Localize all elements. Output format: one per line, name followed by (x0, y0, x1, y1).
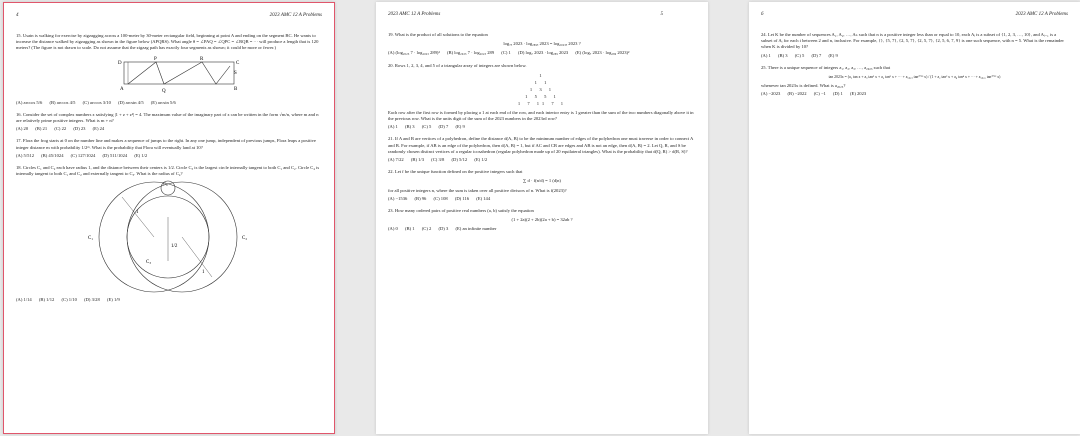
choice-a: (A) 5/512 (16, 152, 34, 158)
page-4[interactable] (3, 2, 335, 434)
choice-b: (B) 21 (35, 126, 48, 132)
choice-d: (D) 5/12 (451, 157, 468, 163)
problem-15 (16, 33, 322, 106)
problem-24 (761, 32, 1068, 59)
equation: log₇ₓ 2023 · log₂₈₉ₓ 2023 = log₂₀₂₃ₓ 2023 ? (503, 41, 581, 47)
answer-choices (388, 196, 696, 202)
page-number: 4 (16, 13, 19, 18)
choice-e: (E) 144 (476, 195, 491, 201)
choice-a: (A) −1536 (388, 195, 408, 201)
problem-text-continued: Each row after the first row is formed by placing a 1 at each end of the row, and each interior entry is 1 greater than the sum of the two numbers diagonally above it in the previous row. What is the units digit of the sum of the 2023 numbers in the 2023rd row? (388, 109, 694, 122)
array-row: 1 3 1 (529, 86, 555, 92)
choice-c: (C) 108 (433, 195, 448, 201)
problem-text: 25. There is a unique sequence of integers a₁, a₂, a₃, …, a₂₀₂₃ such that (761, 64, 891, 70)
page-header-title: 2023 AMC 12 A Problems (388, 12, 441, 17)
fig18-label-half: 1/2 (171, 244, 178, 250)
answer-choices (388, 226, 696, 232)
problem-text: 23. How many ordered pairs of positive real numbers (a, b) satisfy the equation (388, 208, 534, 214)
fig18-label-c1: C₁ (88, 236, 94, 242)
triangular-array (388, 72, 696, 107)
problem-25 (761, 65, 1068, 98)
choice-c: (C) 127/1024 (70, 152, 96, 158)
choice-c: (C) 22 (54, 126, 67, 132)
circles-figure (16, 177, 324, 295)
choice-c: (C) −1 (813, 91, 826, 97)
page-6[interactable] (749, 2, 1080, 434)
problem-20 (388, 63, 696, 131)
fig15-label-a: A (120, 86, 124, 92)
array-row: 1 (539, 72, 545, 78)
choice-c: (C) 5 (794, 52, 805, 58)
problem-18 (16, 165, 322, 304)
problem-text: 22. Let f be the unique function defined on the positive integers such that (388, 169, 523, 175)
choice-e: (E) 9 (828, 52, 838, 58)
equation: ∑ d · f(n/d) = 1 (d|n) (523, 178, 561, 184)
page-5[interactable] (376, 2, 708, 434)
answer-choices (761, 53, 1068, 59)
choice-a: (A) 20 (16, 126, 29, 132)
choice-b: (B) log₂₀₂₃ 7 · log₂₀₂₃ 289 (446, 50, 495, 56)
problem-16 (16, 112, 322, 133)
problem-text-continued: for all positive integers n, where the sum is taken over all positive divisors of n. What is f(2023)? (388, 187, 567, 193)
choice-e: (E) 2023 (850, 91, 867, 97)
problem-text: 19. What is the product of all solutions to the equation (388, 32, 488, 37)
choice-a: (A) 7/22 (388, 157, 404, 163)
choice-d: (D) 23 (73, 126, 86, 132)
problem-22 (388, 169, 696, 202)
answer-choices (388, 157, 696, 163)
answer-choices (388, 124, 696, 130)
page-header (749, 12, 1080, 22)
choice-b: (B) 1/12 (38, 297, 55, 303)
answer-choices (16, 297, 322, 303)
choice-e: (E) 9 (455, 124, 465, 130)
page-header-title: 2023 AMC 12 A Problems (269, 13, 322, 18)
choice-a: (A) 1 (761, 52, 771, 58)
choice-d: (D) log₇ 2023 · log₂₈₉ 2023 (518, 50, 569, 56)
choice-e: (E) (log₇ 2023 · log₂₈₉ 2023)² (575, 50, 630, 56)
problem-text: 20. Rows 1, 2, 3, 4, and 5 of a triangular array of integers are shown below. (388, 62, 527, 68)
array-row: 1 1 (534, 79, 550, 85)
choice-d: (D) 116 (454, 195, 470, 201)
page-number: 5 (660, 12, 663, 17)
problem-17 (16, 138, 322, 159)
equation: (1 + 2a)(2 + 2b)(2a + b) = 32ab ? (511, 217, 573, 223)
choice-a: (A) 1 (388, 124, 398, 130)
choice-d: (D) 7 (811, 52, 822, 58)
choice-e: (E) 1/2 (474, 157, 488, 163)
fig18-label-1b: 1 (202, 270, 205, 276)
fig18-label-c2: C₂ (242, 236, 248, 242)
choice-d: (D) 3/28 (84, 297, 100, 303)
choice-d: (D) arcsin 4/5 (118, 99, 144, 105)
problem-text: 17. Flora the frog starts at 0 on the number line and makes a sequence of jumps to the right. In any one jump, independent of previous jumps, Flora leaps a positive integer distance m with probability 1/2ᵐ. What is the probability that Flora will eventually land at 10? (16, 138, 316, 150)
array-row: 1 5 5 1 (525, 93, 559, 99)
problem-text: 18. Circles C₁ and C₂ each have radius 1, and the distance between their centers is 1/2. Circle C₃ is the largest circle internally tangent to both C₁ and C₂. Circle C₄ is internally tangent to both C₁ and C₂ and externally tangent to C₃. What is the radius of C₄? (16, 165, 320, 177)
choice-e: (E) arcsin 5/6 (150, 99, 176, 105)
choice-c: (C) 3/8 (431, 157, 445, 163)
problem-text: 15. Usain is walking for exercise by zigzagging across a 100-meter by 30-meter rectangular field, beginning at point A and ending on the segment BC. He wants to increase the distance walked by zigzagging as shown in the figure below (APQRS). What angle θ = ∠PAQ = ∠QPC = ∠RQB = ··· will produce a length that is 120 meters? (The figure is not drawn to scale. Do not assume that the zigzag path has exactly four segments as shown; it could be more or fewer.) (16, 33, 319, 51)
answer-choices (16, 100, 322, 106)
choice-e: (E) 24 (92, 126, 105, 132)
fig15-label-s: S (234, 70, 237, 76)
fig15-label-c: C (236, 60, 240, 66)
problem-text: 16. Consider the set of complex numbers z satisfying |1 + z + z²| = 4. The maximum value of the imaginary part of z can be written in the form √m/n, where m and n are relatively prime positive integers. What is m + n? (16, 111, 319, 124)
fig18-label-c4: C₄ (163, 181, 168, 187)
choice-b: (B) 1 (404, 226, 415, 232)
fig15-label-b: B (234, 86, 238, 92)
choice-b: (B) −2022 (787, 91, 807, 97)
choice-b: (B) arccos 4/5 (49, 99, 76, 105)
problem-text: 21. If A and B are vertices of a polyhedron, define the distance d(A, B) to be the minimum number of edges of the polyhedron one must traverse in order to connect A and B. For example, if AB is an edge of the polyhedron, then d(A, B) = 1, but if AC and CB are edges and AB is not an edge, then d(A, B) = 2. Let Q, R, and S be randomly chosen distinct vertices of a regular icosahedron (regular polyhedron made up of 20 equilateral triangles). What is the probability that d(Q, R) > d(R, S)? (388, 136, 694, 154)
page-header (4, 13, 334, 23)
array-row: 1 7 11 7 1 (517, 100, 567, 106)
choice-b: (B) 96 (414, 195, 427, 201)
fig18-label-1a: 1 (136, 210, 139, 216)
problem-19 (388, 32, 696, 57)
choice-c: (C) 1/10 (61, 297, 77, 303)
page-number: 6 (761, 12, 764, 17)
choice-b: (B) 1/3 (410, 157, 425, 163)
choice-d: (D) 3 (438, 226, 449, 232)
problem-21 (388, 136, 696, 163)
choice-e: (E) 1/9 (106, 297, 120, 303)
answer-choices (16, 126, 322, 132)
fig18-label-c3: C₃ (146, 260, 152, 266)
choice-c: (C) 1 (501, 50, 511, 56)
choice-b: (B) 3 (777, 52, 788, 58)
choice-a: (A) −2023 (761, 91, 781, 97)
problem-text: 24. Let K be the number of sequences A₁, A₂, …, Aₙ such that n is a positive integer less than or equal to 10, each Aᵢ is a subset of {1, 2, 3, …, 10}, and Aᵢ₋₁ is a subset of Aᵢ for each i between 2 and n, inclusive. For example, {}, {5, 7}, {2, 5, 7}, {2, 5, 7}, {2, 5, 6, 7, 9} is one such sequence, with n = 5. What is the remainder when K is divided by 10? (761, 32, 1064, 50)
choice-a: (A) 0 (388, 226, 398, 232)
choice-d: (D) 7 (438, 124, 449, 130)
choice-a: (A) 1/14 (16, 297, 32, 303)
choice-c: (C) 2 (421, 226, 432, 232)
fig15-label-d: D (118, 60, 122, 66)
zigzag-figure (16, 52, 324, 98)
choice-b: (B) 45/1024 (41, 152, 64, 158)
answer-choices (761, 91, 1068, 97)
equation: tan 2023x = (a₁ tan x + a₃ tan³ x + a₅ tan⁵ x + ··· + a₂₀₂₃ tan²⁰²³ x) / (1 + a₂ tan² x + a₄ tan⁴ x + ··· + a₂₀₂₂ tan²⁰²² x) (828, 75, 1001, 80)
page-header (376, 12, 708, 22)
choice-e: (E) 1/2 (134, 152, 148, 158)
choice-c: (C) arccos 3/10 (82, 99, 111, 105)
fig15-label-p: P (154, 56, 157, 62)
choice-d: (D) 1 (833, 91, 843, 97)
choice-e: (E) an infinite number (455, 226, 497, 232)
problem-text-continued: whenever tan 2023x is defined. What is a₂₀₂₃? (761, 83, 846, 89)
answer-choices (16, 153, 322, 159)
fig15-label-r: R (200, 56, 204, 62)
page-header-title: 2023 AMC 12 A Problems (1015, 12, 1068, 17)
choice-d: (D) 511/1024 (102, 152, 128, 158)
choice-b: (B) 3 (404, 124, 415, 130)
answer-choices (388, 50, 696, 56)
choice-a: (A) (log₂₀₂₃ 7 · log₂₀₂₃ 289)² (388, 50, 440, 56)
problem-23 (388, 208, 696, 233)
choice-c: (C) 5 (421, 124, 432, 130)
fig15-label-q: Q (162, 88, 166, 94)
choice-a: (A) arccos 5/6 (16, 99, 43, 105)
